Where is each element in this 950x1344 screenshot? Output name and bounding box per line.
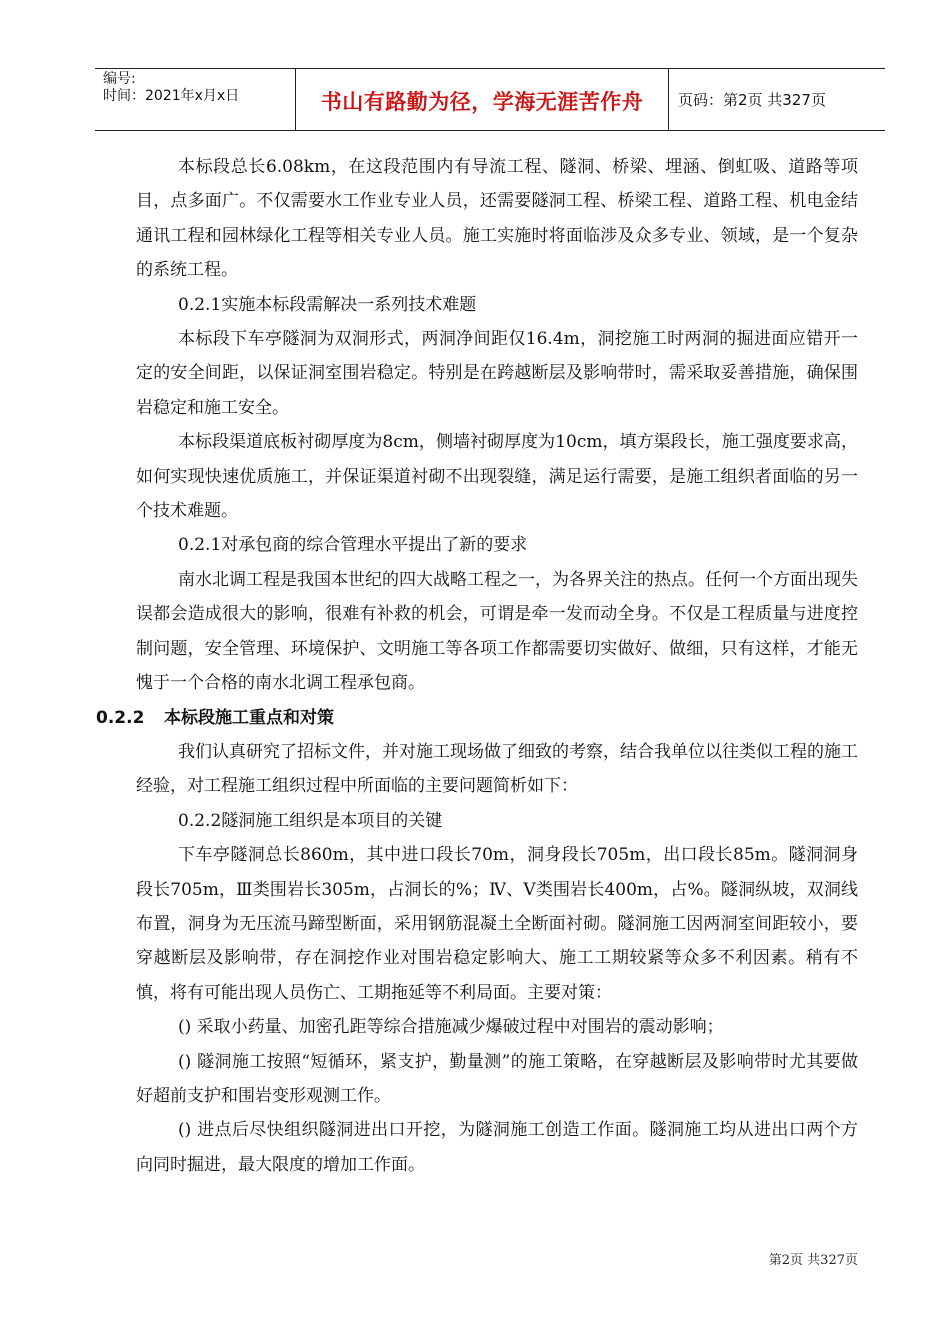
list-item: () 采取小药量、加密孔距等综合措施减少爆破过程中对围岩的震动影响； (178, 1017, 724, 1038)
section-number: 0.2.2 (96, 707, 145, 728)
paragraph: 本标段总长6.08km，在这段范围内有导流工程、隧洞、桥梁、埋涵、倒虹吸、道路等项目，点多面广。不仅需要水工作业专业人员，还需要隧洞工程、桥梁工程、道路工程、机电金结通讯工程和园林绿化工程等相关专业人员。施工实施时将面临涉及众多专业、领域，是一个复杂的系统工程。 (136, 157, 858, 281)
page-header (95, 68, 885, 131)
header-slogan-cell (295, 69, 669, 130)
paragraph: 本标段渠道底板衬砌厚度为8cm，侧墙衬砌厚度为10cm，填方渠段长，施工强度要求高，如何实现快速优质施工，并保证渠道衬砌不出现裂缝，满足运行需要，是施工组织者面临的另一个技术难题。 (136, 432, 858, 522)
header-page-cell (668, 69, 885, 130)
page-footer-number: 第2页 共327页 (768, 1253, 858, 1268)
paragraph: 我们认真研究了招标文件，并对施工现场做了细致的考察，结合我单位以往类似工程的施工经验，对工程施工组织过程中所面临的主要问题简析如下： (136, 741, 858, 797)
list-item: () 进点后尽快组织隧洞进出口开挖，为隧洞施工创造工作面。隧洞施工均从进出口两个方向同时掘进，最大限度的增加工作面。 (136, 1120, 858, 1175)
header-info-cell (95, 69, 295, 130)
date-label: 时间：2021年x月x日 (103, 88, 240, 104)
header-page-code: 页码：第2页 共327页 (678, 91, 826, 109)
header-slogan: 书山有路勤为径，学海无涯苦作舟 (320, 90, 644, 114)
paragraph: 本标段下车亭隧洞为双洞形式，两洞净间距仅16.4m，洞挖施工时两洞的掘进面应错开一定的安全间距，以保证洞室围岩稳定。特别是在跨越断层及影响带时，需采取妥善措施，确保围岩稳定和施工安全。 (136, 329, 858, 418)
document-body (96, 150, 858, 1182)
list-item: () 隧洞施工按照“短循环，紧支护，勤量测”的施工策略，在穿越断层及影响带时尤其要做好超前支护和围岩变形观测工作。 (136, 1051, 858, 1106)
paragraph: 下车亭隧洞总长860m，其中进口段长70m，洞身段长705m，出口段长85m。隧洞洞身段长705m，Ⅲ类围岩长305m，占洞长的%；Ⅳ、Ⅴ类围岩长400m，占%。隧洞纵坡，双洞线布置，洞身为无压流马蹄型断面，采用钢筋混凝土全断面衬砌。隧洞施工因两洞室间距较小，要穿越断层及影响带，存在洞挖作业对围岩稳定影响大、施工工期较紧等众多不利因素。稍有不慎，将有可能出现人员伤亡、工期拖延等不利局面。主要对策： (136, 845, 858, 1003)
paragraph: 南水北调工程是我国本世纪的四大战略工程之一，为各界关注的热点。任何一个方面出现失误都会造成很大的影响，很难有补救的机会，可谓是牵一发而动全身。不仅是工程质量与进度控制问题，安全管理、环境保护、文明施工等各项工作都需要切实做好、做细，只有这样，才能无愧于一个合格的南水北调工程承包商。 (136, 569, 858, 694)
subheading: 0.2.1实施本标段需解决一系列技术难题 (178, 294, 477, 315)
section-heading (96, 701, 858, 735)
subheading: 0.2.1对承包商的综合管理水平提出了新的要求 (178, 535, 528, 556)
subheading: 0.2.2隧洞施工组织是本项目的关键 (178, 810, 443, 831)
serial-number-label: 编号: (103, 71, 136, 87)
section-title: 本标段施工重点和对策 (164, 707, 334, 728)
